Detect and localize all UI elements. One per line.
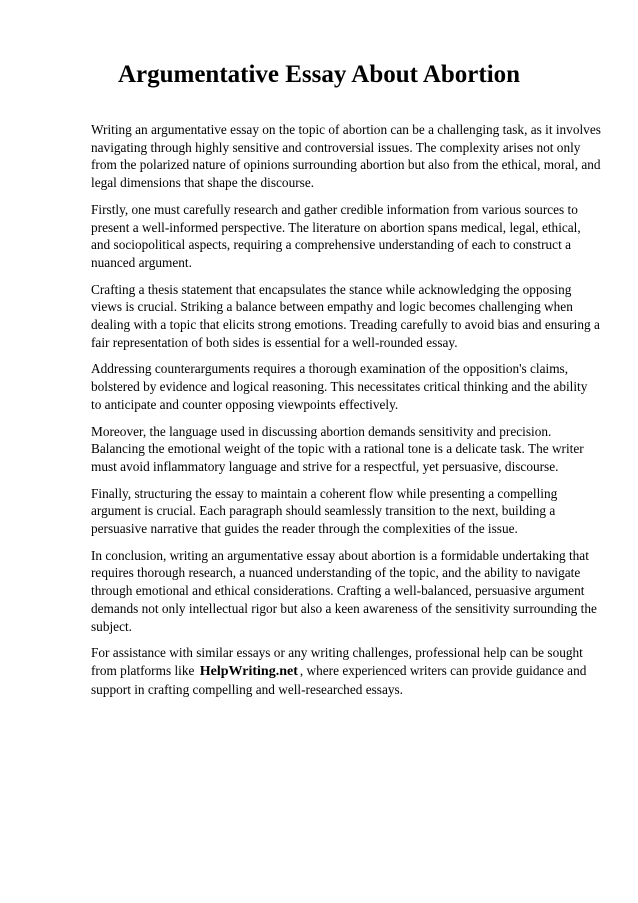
paragraph-intro: Writing an argumentative essay on the topic of abortion can be a challenging task, as it involves navigating through highly sensitive and controversial issues. The complexity arises not only from the polarized nature of opinions surrounding abortion but also from the ethical, moral, and legal dimensions that shape the discourse. xyxy=(91,122,601,191)
helpwriting-link[interactable]: HelpWriting.net xyxy=(199,663,298,679)
essay-body xyxy=(91,121,601,707)
paragraph-language: Moreover, the language used in discussing abortion demands sensitivity and precision. Balancing the emotional weight of the topic with a rational tone is a delicate task. The writer must avoid inflammatory language and strive for a respectful, yet persuasive, discourse. xyxy=(91,423,584,474)
paragraph-research: Firstly, one must carefully research and gather credible information from various sources to present a well-informed perspective. The literature on abortion spans medical, legal, ethical, and sociopolitical aspects, requiring a comprehensive understanding of each to construct a nuanced argument. xyxy=(91,201,581,270)
paragraph-structure: Finally, structuring the essay to maintain a coherent flow while presenting a compelling argument is crucial. Each paragraph should seamlessly transition to the next, building a persuasive narrative that guides the reader through the complexities of the issue. xyxy=(91,485,558,537)
paragraph-counterarguments: Addressing counterarguments requires a thorough examination of the opposition's claims, bolstered by evidence and logical reasoning. This necessitates critical thinking and the ability to anticipate and counter opposing viewpoints effectively. xyxy=(91,361,588,412)
closing-text-before: For assistance with similar essays or any writing challenges, professional help can be sought from platforms like xyxy=(91,645,583,678)
paragraph-conclusion: In conclusion, writing an argumentative essay about abortion is a formidable undertaking that requires thorough research, a nuanced understanding of the topic, and the ability to navigate through emotional and ethical considerations. Crafting a well-balanced, persuasive argument demands not only intellectual rigor but also a keen awareness of the sensitivity surrounding the subject. xyxy=(91,547,597,634)
paragraph-thesis: Crafting a thesis statement that encapsulates the stance while acknowledging the opposing views is crucial. Striking a balance between empathy and logic becomes challenging when dealing with a topic that elicits strong emotions. Treading carefully to avoid bias and ensuring a fair representation of both sides is essential for a well-rounded essay. xyxy=(91,281,600,350)
closing-text-after: , where experienced writers can provide guidance and support in crafting compelling and well-researched essays. xyxy=(91,662,587,697)
paragraph-closing xyxy=(91,644,601,698)
page-title: Argumentative Essay About Abortion xyxy=(117,61,521,88)
